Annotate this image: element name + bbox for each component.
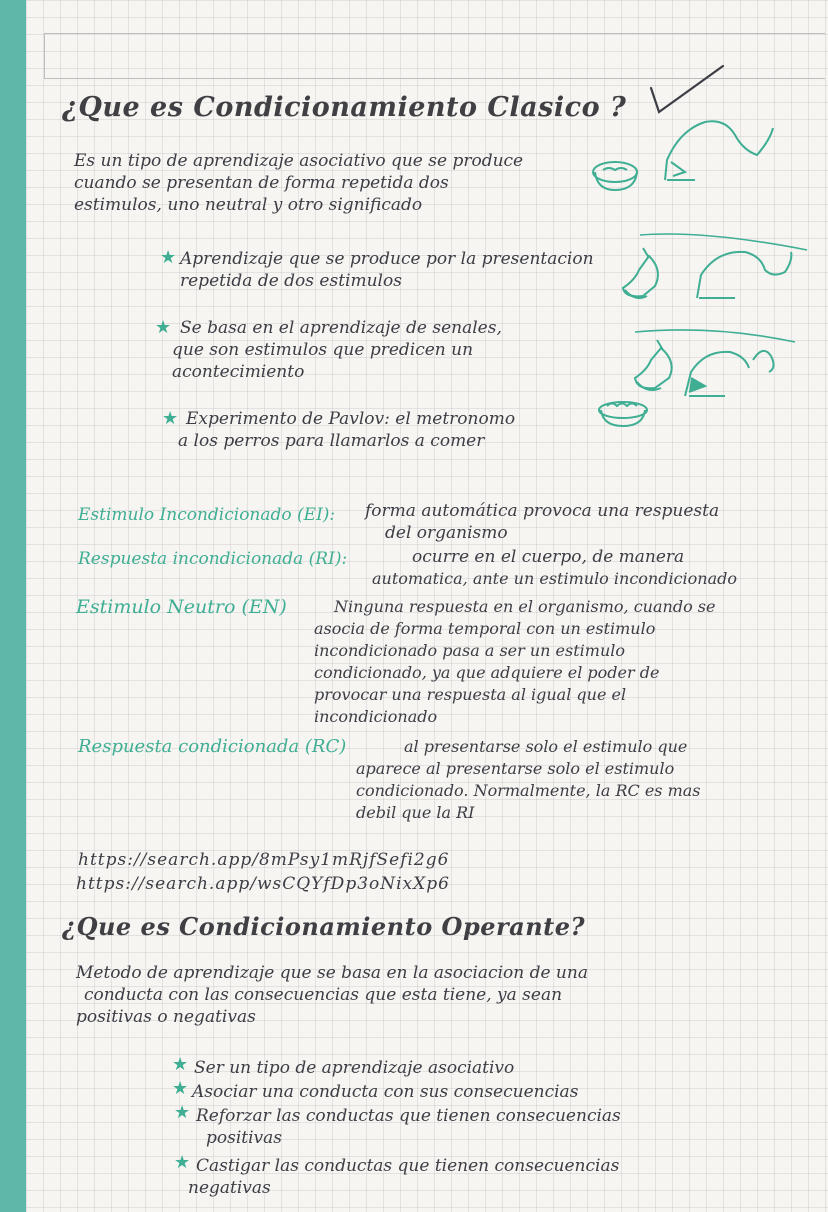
dog-head-sketch bbox=[697, 252, 791, 298]
definition-line: provocar una respuesta al igual que el bbox=[314, 685, 627, 704]
definition-line: ocurre en el cuerpo, de manera bbox=[412, 547, 685, 567]
bullet-line: repetida de dos estimulos bbox=[180, 271, 402, 291]
definition-line: incondicionado pasa a ser un estimulo bbox=[314, 641, 625, 660]
definition-body bbox=[365, 500, 719, 544]
definition-line: aparece al presentarse solo el estimulo bbox=[356, 759, 675, 778]
intro-line: conducta con las consecuencias que esta tiene, ya sean bbox=[84, 985, 563, 1005]
intro-line: positivas o negativas bbox=[76, 1007, 256, 1027]
dog-bowl-sketch bbox=[593, 162, 637, 190]
section2-title: ¿Que es Condicionamiento Operante? bbox=[62, 912, 586, 941]
bullet-line: Se basa en el aprendizaje de senales, bbox=[180, 318, 502, 338]
section2-bullet: Ser un tipo de aprendizaje asociativo bbox=[194, 1058, 515, 1078]
section1-title: ¿Que es Condicionamiento Clasico ? bbox=[62, 92, 627, 123]
bullet-line: positivas bbox=[206, 1128, 283, 1148]
definition-body bbox=[356, 736, 701, 824]
definition-term: Respuesta incondicionada (RI): bbox=[78, 549, 348, 569]
section1-bullet bbox=[178, 408, 516, 452]
bell-sketch bbox=[623, 248, 658, 298]
bullet-line: acontecimiento bbox=[172, 362, 305, 382]
bullet-line: Castigar las conductas que tienen consecuencias bbox=[196, 1156, 620, 1176]
star-bullet-icon: ★ bbox=[160, 247, 177, 268]
definition-line: al presentarse solo el estimulo que bbox=[404, 737, 688, 756]
bullet-line: Experimento de Pavlov: el metronomo bbox=[186, 409, 516, 429]
star-bullet-icon: ★ bbox=[162, 408, 179, 429]
definition-line: del organismo bbox=[385, 523, 508, 543]
definition-line: forma automática provoca una respuesta bbox=[365, 501, 720, 521]
section2-intro bbox=[76, 962, 588, 1028]
star-bullet-icon: ★ bbox=[174, 1152, 191, 1173]
reference-link[interactable]: https://search.app/8mPsy1mRjfSefi2g6 bbox=[78, 850, 450, 870]
definition-term: Estimulo Incondicionado (EI): bbox=[78, 505, 336, 525]
definition-line: condicionado. Normalmente, la RC es mas bbox=[356, 781, 701, 800]
bell-sketch bbox=[635, 340, 672, 390]
definition-term: Respuesta condicionada (RC) bbox=[78, 736, 347, 757]
definition-body bbox=[314, 596, 715, 728]
bullet-line: que son estimulos que predicen un bbox=[172, 340, 474, 360]
intro-line: Metodo de aprendizaje que se basa en la asociacion de una bbox=[76, 963, 588, 983]
reference-link[interactable]: https://search.app/wsCQYfDp3oNixXp6 bbox=[76, 874, 450, 894]
section2-bullet bbox=[188, 1155, 620, 1199]
star-bullet-icon: ★ bbox=[174, 1102, 191, 1123]
bullet-line: negativas bbox=[188, 1178, 271, 1198]
intro-line: Es un tipo de aprendizaje asociativo que se produce bbox=[74, 151, 524, 171]
section1-bullet bbox=[180, 248, 594, 292]
notebook-binding bbox=[0, 0, 26, 1212]
intro-line: estimulos, uno neutral y otro significado bbox=[74, 195, 423, 215]
star-bullet-icon: ★ bbox=[172, 1054, 189, 1075]
definition-line: incondicionado bbox=[314, 707, 438, 726]
dog-head-sketch bbox=[665, 121, 773, 180]
star-bullet-icon: ★ bbox=[155, 317, 172, 338]
definition-line: debil que la RI bbox=[356, 803, 475, 822]
definition-body bbox=[372, 546, 737, 590]
intro-line: cuando se presentan de forma repetida dos bbox=[74, 173, 449, 193]
dog-head-sketch bbox=[685, 351, 774, 396]
section2-bullet: Asociar una conducta con sus consecuencias bbox=[192, 1082, 579, 1102]
section1-bullet bbox=[172, 317, 502, 383]
star-bullet-icon: ★ bbox=[172, 1078, 189, 1099]
definition-line: Ninguna respuesta en el organismo, cuando se bbox=[334, 597, 716, 616]
definition-line: automatica, ante un estimulo incondicionado bbox=[372, 569, 738, 588]
pavlov-sketch bbox=[585, 110, 815, 440]
section2-bullet bbox=[196, 1105, 621, 1149]
definition-line: condicionado, ya que adquiere el poder de bbox=[314, 663, 660, 682]
dog-bowl-sketch bbox=[599, 402, 647, 426]
section1-intro bbox=[74, 150, 523, 216]
bullet-line: Aprendizaje que se produce por la presentacion bbox=[180, 249, 594, 269]
bullet-line: a los perros para llamarlos a comer bbox=[178, 431, 485, 451]
definition-term: Estimulo Neutro (EN) bbox=[76, 596, 287, 618]
definition-line: asocia de forma temporal con un estimulo bbox=[314, 619, 656, 638]
bullet-line: Reforzar las conductas que tienen consecuencias bbox=[196, 1106, 621, 1126]
